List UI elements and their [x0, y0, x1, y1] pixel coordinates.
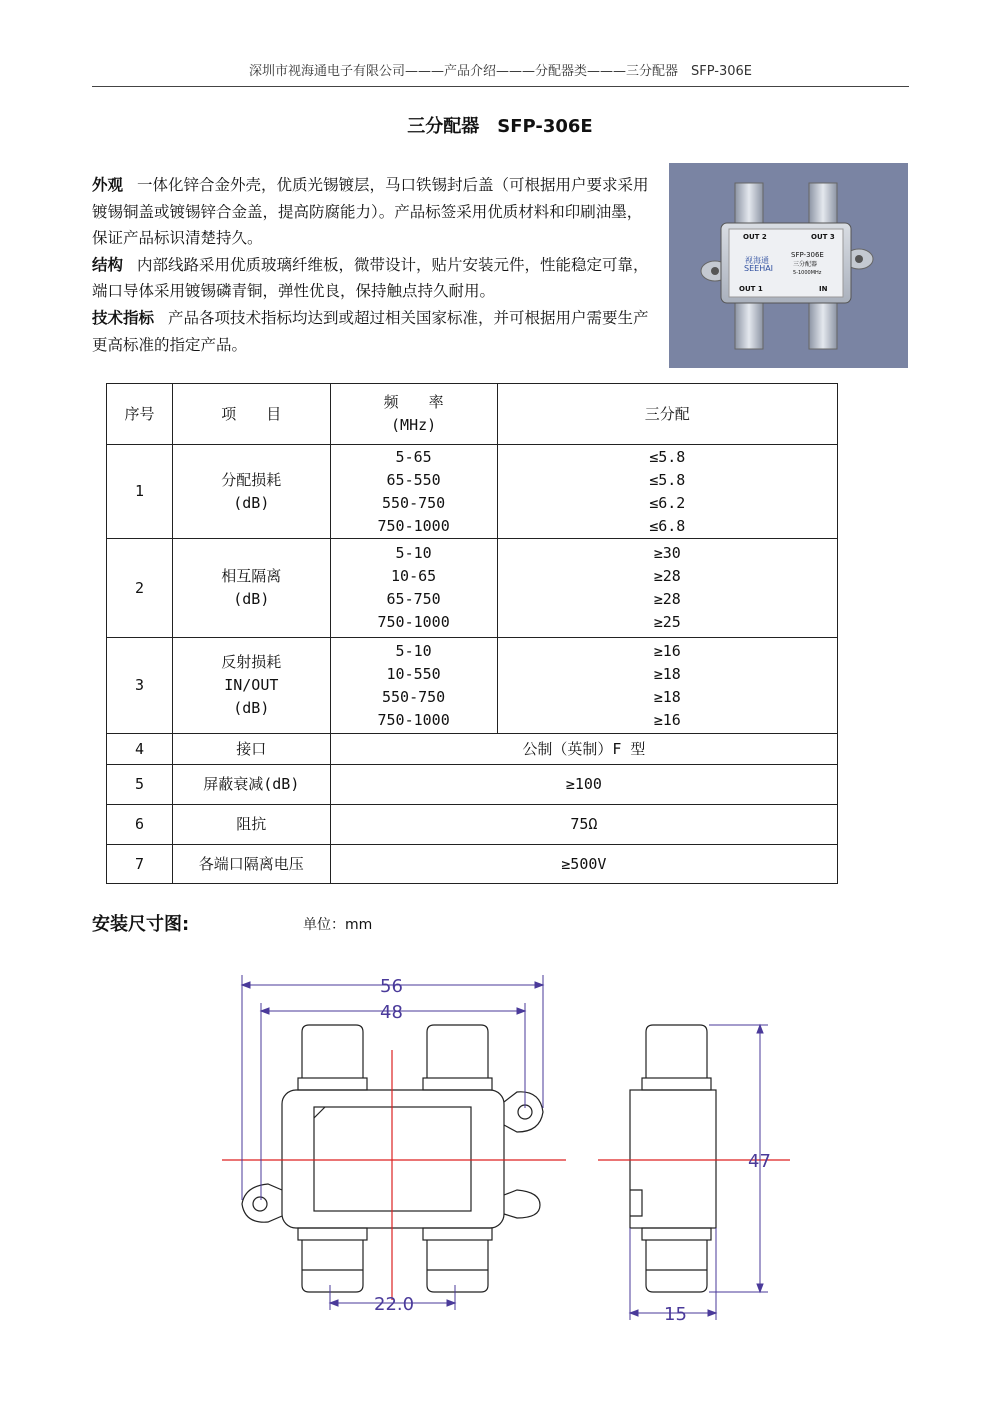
freq-cell: 750-1000 [377, 710, 450, 729]
value-cell: ≥25 [653, 613, 681, 631]
freq-cell: 5-10 [395, 641, 432, 660]
row-item-line: (dB) [233, 590, 270, 608]
header-item: 项 目 [172, 384, 330, 445]
freq-cell: 750-1000 [377, 516, 450, 535]
row-item-line: 反射损耗 [221, 653, 282, 671]
freq-cell: 65-550 [386, 470, 441, 489]
value-cell: ≥30 [653, 544, 681, 562]
value-cell: ≥28 [653, 590, 681, 608]
value-cell: ≥18 [653, 664, 681, 683]
row-item: 屏蔽衰减(dB) [172, 765, 330, 805]
freq-cell: 65-750 [386, 590, 441, 608]
row-value: ≥100 [330, 765, 837, 805]
photo-out3: OUT 3 [811, 233, 835, 241]
freq-cell: 10-550 [386, 664, 441, 683]
row-item-line: IN/OUT [224, 676, 279, 694]
row-item: 接口 [172, 734, 330, 765]
header-no: 序号 [107, 384, 173, 445]
row-no: 7 [107, 845, 173, 884]
value-cell: ≥18 [653, 687, 681, 706]
row-no: 3 [107, 638, 173, 734]
photo-out2: OUT 2 [743, 233, 767, 241]
intro-label: 技术指标 [92, 308, 155, 327]
value-cell: ≤6.2 [649, 493, 686, 512]
row-value: ≥500V [330, 845, 837, 884]
photo-model: SFP-306E [791, 251, 824, 259]
intro-text: 内部线路采用优质玻璃纤维板，微带设计，贴片安装元件，性能稳定可靠，端口导体采用镀锡磷青铜，弹性优良，保持触点持久耐用。 [92, 255, 649, 301]
row-no: 2 [107, 539, 173, 638]
row-value: 75Ω [330, 805, 837, 845]
row-item: 阻抗 [172, 805, 330, 845]
row-no: 4 [107, 734, 173, 765]
row-item-line: 分配损耗 [221, 470, 282, 489]
photo-desc: 三分配器 [793, 261, 818, 268]
value-cell: ≥16 [653, 710, 681, 729]
photo-brand-en: SEEHAI [744, 264, 774, 273]
header-freq-line2: (MHz) [391, 416, 437, 434]
photo-in: IN [819, 285, 828, 293]
row-item-line: (dB) [233, 699, 270, 717]
freq-cell: 5-65 [395, 447, 432, 466]
dim-width-inner: 48 [380, 1002, 403, 1023]
dimension-unit: 单位：mm [303, 917, 373, 933]
header-value: 三分配 [497, 384, 838, 445]
dim-height: 47 [748, 1151, 771, 1172]
freq-cell: 5-10 [395, 544, 432, 562]
dim-width-outer: 56 [380, 976, 403, 997]
value-cell: ≤5.8 [649, 447, 686, 466]
freq-cell: 550-750 [382, 493, 446, 512]
page-title: 三分配器 SFP-306E [407, 116, 593, 137]
value-cell: ≤5.8 [649, 470, 686, 489]
dimension-title: 安装尺寸图: [92, 914, 190, 935]
row-item-line: (dB) [233, 493, 270, 512]
row-item-line: 相互隔离 [221, 567, 282, 585]
dim-depth: 15 [664, 1304, 687, 1325]
intro-label: 结构 [92, 255, 124, 274]
intro-text: 产品各项技术指标均达到或超过相关国家标准，并可根据用户需要生产更高标准的指定产品。 [92, 308, 649, 354]
intro-text: 一体化锌合金外壳，优质光锡镀层，马口铁锡封后盖（可根据用户要求采用镀锡铜盖或镀锡锌合金盖，提高防腐能力）。产品标签采用优质材料和印刷油墨，保证产品标识清楚持久。 [92, 176, 649, 248]
value-cell: ≥28 [653, 567, 681, 585]
freq-cell: 750-1000 [377, 613, 450, 631]
header-text: 深圳市视海通电子有限公司———产品介绍———分配器类———三分配器 SFP-306E [248, 64, 752, 79]
photo-freq: 5-1000MHz [793, 270, 822, 276]
freq-cell: 550-750 [382, 687, 446, 706]
intro-label: 外观 [92, 176, 124, 194]
dim-pitch: 22.0 [374, 1294, 415, 1315]
value-cell: ≤6.8 [649, 516, 686, 535]
photo-out1: OUT 1 [739, 285, 763, 293]
freq-cell: 10-65 [391, 567, 437, 585]
row-no: 1 [107, 445, 173, 539]
photo-brand-cn: 视海通 [745, 256, 769, 265]
header-freq-line1: 频 率 [383, 393, 444, 411]
row-no: 6 [107, 805, 173, 845]
row-item: 各端口隔离电压 [172, 845, 330, 884]
row-no: 5 [107, 765, 173, 805]
value-cell: ≥16 [653, 641, 681, 660]
row-value: 公制（英制）F 型 [330, 734, 837, 765]
